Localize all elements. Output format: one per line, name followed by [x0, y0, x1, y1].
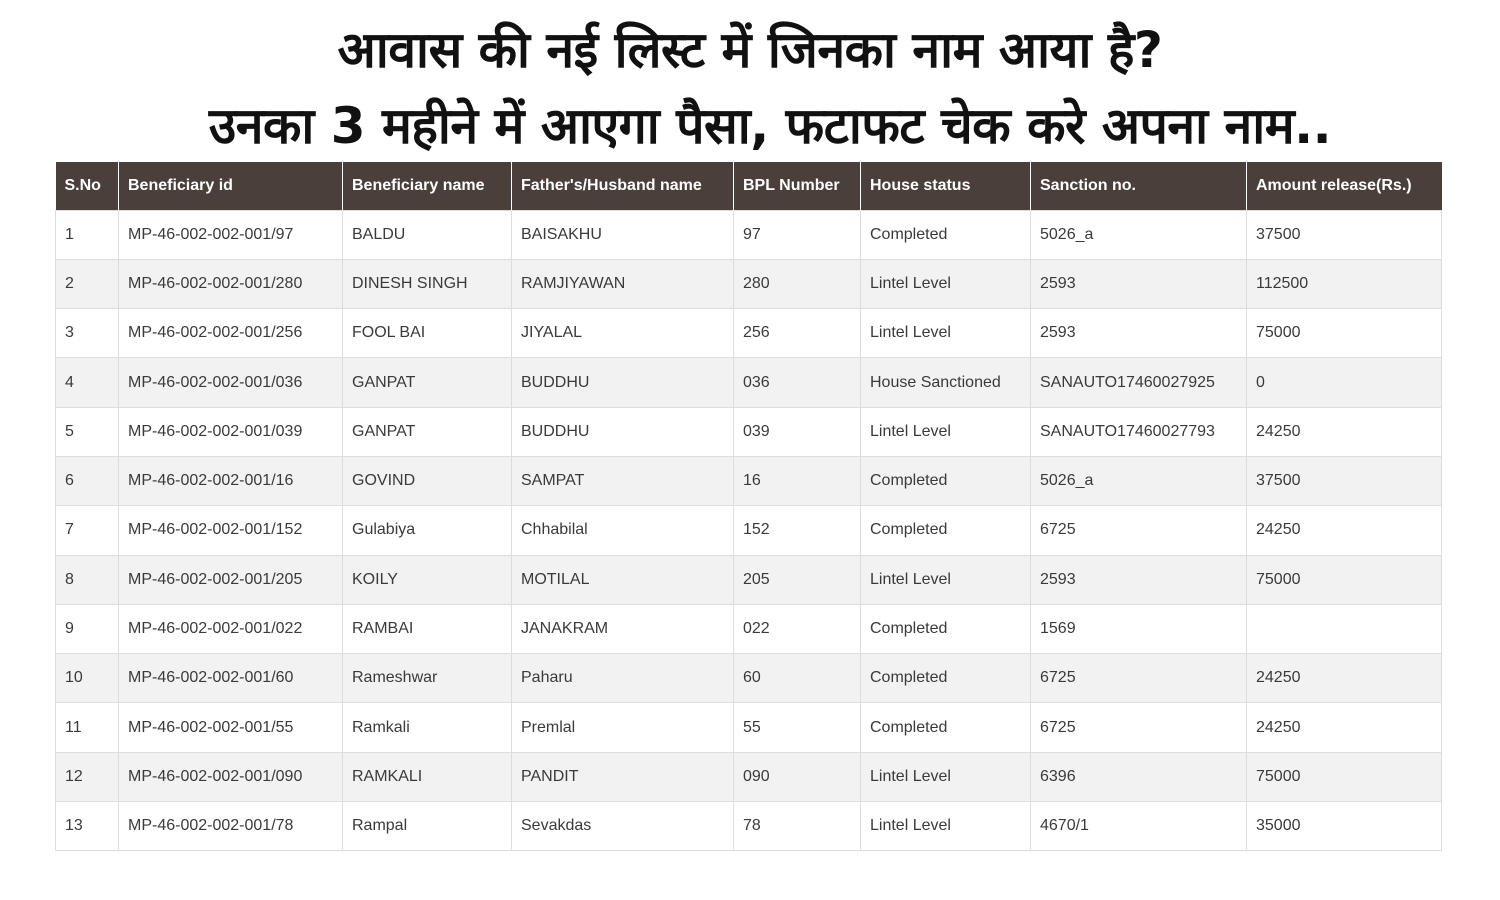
cell-sanction-no: 2593 [1031, 259, 1247, 308]
cell-father-husband-name: Sevakdas [512, 802, 734, 851]
cell-house-status: Completed [861, 703, 1031, 752]
cell-father-husband-name: JANAKRAM [512, 604, 734, 653]
cell-sno: 4 [56, 358, 119, 407]
cell-father-husband-name: Chhabilal [512, 506, 734, 555]
cell-sno: 1 [56, 210, 119, 259]
cell-beneficiary-id: MP-46-002-002-001/036 [119, 358, 343, 407]
cell-beneficiary-id: MP-46-002-002-001/152 [119, 506, 343, 555]
cell-beneficiary-id: MP-46-002-002-001/60 [119, 654, 343, 703]
cell-sno: 7 [56, 506, 119, 555]
column-header-father-husband-name: Father's/Husband name [512, 162, 734, 210]
table-row [56, 506, 1442, 555]
table-header-row [56, 162, 1442, 210]
table-row [56, 703, 1442, 752]
cell-bpl-number: 152 [734, 506, 861, 555]
cell-house-status: Completed [861, 604, 1031, 653]
cell-father-husband-name: BUDDHU [512, 358, 734, 407]
cell-house-status: Completed [861, 506, 1031, 555]
cell-amount-release: 24250 [1247, 506, 1442, 555]
cell-father-husband-name: Paharu [512, 654, 734, 703]
cell-sno: 2 [56, 259, 119, 308]
column-header-sno: S.No [56, 162, 119, 210]
cell-sno: 9 [56, 604, 119, 653]
cell-sno: 10 [56, 654, 119, 703]
table-row [56, 210, 1442, 259]
table-row [56, 604, 1442, 653]
table-row [56, 456, 1442, 505]
cell-amount-release: 24250 [1247, 654, 1442, 703]
cell-sno: 3 [56, 309, 119, 358]
cell-beneficiary-name: Rampal [343, 802, 512, 851]
cell-father-husband-name: JIYALAL [512, 309, 734, 358]
cell-amount-release: 24250 [1247, 703, 1442, 752]
cell-beneficiary-name: KOILY [343, 555, 512, 604]
cell-house-status: Lintel Level [861, 259, 1031, 308]
cell-sanction-no: 2593 [1031, 555, 1247, 604]
table-row [56, 555, 1442, 604]
cell-amount-release: 0 [1247, 358, 1442, 407]
cell-beneficiary-name: FOOL BAI [343, 309, 512, 358]
cell-amount-release [1247, 604, 1442, 653]
table-row [56, 358, 1442, 407]
cell-beneficiary-name: RAMKALI [343, 752, 512, 801]
cell-bpl-number: 60 [734, 654, 861, 703]
cell-bpl-number: 55 [734, 703, 861, 752]
beneficiary-table-container [55, 162, 1441, 851]
cell-beneficiary-name: Ramkali [343, 703, 512, 752]
cell-beneficiary-name: GANPAT [343, 407, 512, 456]
cell-father-husband-name: MOTILAL [512, 555, 734, 604]
cell-sanction-no: 2593 [1031, 309, 1247, 358]
cell-house-status: Lintel Level [861, 555, 1031, 604]
cell-amount-release: 75000 [1247, 555, 1442, 604]
cell-sno: 8 [56, 555, 119, 604]
cell-beneficiary-id: MP-46-002-002-001/205 [119, 555, 343, 604]
cell-father-husband-name: BAISAKHU [512, 210, 734, 259]
headline-line-2: उनका 3 महीने में आएगा पैसा, फटाफट चेक करे अपना नाम.. [208, 97, 1332, 155]
column-header-beneficiary-id: Beneficiary id [119, 162, 343, 210]
column-header-house-status: House status [861, 162, 1031, 210]
cell-bpl-number: 256 [734, 309, 861, 358]
cell-house-status: Lintel Level [861, 309, 1031, 358]
cell-house-status: Lintel Level [861, 802, 1031, 851]
cell-bpl-number: 205 [734, 555, 861, 604]
cell-beneficiary-id: MP-46-002-002-001/97 [119, 210, 343, 259]
cell-bpl-number: 039 [734, 407, 861, 456]
cell-father-husband-name: PANDIT [512, 752, 734, 801]
table-row [56, 752, 1442, 801]
column-header-beneficiary-name: Beneficiary name [343, 162, 512, 210]
column-header-amount-release: Amount release(Rs.) [1256, 176, 1412, 194]
cell-beneficiary-id: MP-46-002-002-001/256 [119, 309, 343, 358]
cell-beneficiary-name: Gulabiya [343, 506, 512, 555]
cell-house-status: Completed [861, 456, 1031, 505]
column-header-bpl-number: BPL Number [734, 162, 861, 210]
cell-sno: 5 [56, 407, 119, 456]
cell-beneficiary-name: GOVIND [343, 456, 512, 505]
cell-bpl-number: 280 [734, 259, 861, 308]
cell-amount-release: 37500 [1247, 210, 1442, 259]
cell-beneficiary-id: MP-46-002-002-001/039 [119, 407, 343, 456]
headline-line-1: आवास की नई लिस्ट में जिनका नाम आया है? [337, 21, 1163, 79]
cell-sanction-no: 5026_a [1031, 456, 1247, 505]
table-header [56, 162, 1442, 210]
cell-beneficiary-name: Rameshwar [343, 654, 512, 703]
cell-house-status: Completed [861, 654, 1031, 703]
table-row [56, 802, 1442, 851]
table-row [56, 407, 1442, 456]
cell-beneficiary-name: BALDU [343, 210, 512, 259]
cell-house-status: Lintel Level [861, 752, 1031, 801]
beneficiary-table [55, 162, 1442, 851]
cell-bpl-number: 036 [734, 358, 861, 407]
cell-father-husband-name: RAMJIYAWAN [512, 259, 734, 308]
cell-father-husband-name: BUDDHU [512, 407, 734, 456]
cell-sanction-no: 6725 [1031, 703, 1247, 752]
cell-amount-release: 37500 [1247, 456, 1442, 505]
cell-sanction-no: 5026_a [1031, 210, 1247, 259]
cell-sanction-no: 6725 [1031, 654, 1247, 703]
cell-bpl-number: 090 [734, 752, 861, 801]
cell-beneficiary-id: MP-46-002-002-001/16 [119, 456, 343, 505]
cell-sanction-no: 6725 [1031, 506, 1247, 555]
cell-bpl-number: 16 [734, 456, 861, 505]
table-row [56, 309, 1442, 358]
cell-amount-release: 112500 [1247, 259, 1442, 308]
cell-father-husband-name: SAMPAT [512, 456, 734, 505]
cell-beneficiary-id: MP-46-002-002-001/090 [119, 752, 343, 801]
cell-bpl-number: 97 [734, 210, 861, 259]
cell-sno: 6 [56, 456, 119, 505]
cell-father-husband-name: Premlal [512, 703, 734, 752]
cell-amount-release: 24250 [1247, 407, 1442, 456]
table-row [56, 654, 1442, 703]
cell-sanction-no: SANAUTO17460027925 [1031, 358, 1247, 407]
cell-house-status: House Sanctioned [861, 358, 1031, 407]
cell-beneficiary-id: MP-46-002-002-001/78 [119, 802, 343, 851]
cell-beneficiary-name: DINESH SINGH [343, 259, 512, 308]
cell-bpl-number: 022 [734, 604, 861, 653]
cell-bpl-number: 78 [734, 802, 861, 851]
cell-sanction-no: 4670/1 [1031, 802, 1247, 851]
cell-beneficiary-name: GANPAT [343, 358, 512, 407]
cell-amount-release: 75000 [1247, 752, 1442, 801]
cell-sno: 11 [56, 703, 119, 752]
cell-sanction-no: 6396 [1031, 752, 1247, 801]
cell-beneficiary-id: MP-46-002-002-001/55 [119, 703, 343, 752]
column-header-sanction-no: Sanction no. [1031, 162, 1247, 210]
cell-beneficiary-name: RAMBAI [343, 604, 512, 653]
cell-amount-release: 35000 [1247, 802, 1442, 851]
table-row [56, 259, 1442, 308]
cell-amount-release: 75000 [1247, 309, 1442, 358]
cell-sno: 12 [56, 752, 119, 801]
cell-house-status: Completed [861, 210, 1031, 259]
cell-sno: 13 [56, 802, 119, 851]
cell-house-status: Lintel Level [861, 407, 1031, 456]
cell-sanction-no: SANAUTO17460027793 [1031, 407, 1247, 456]
cell-sanction-no: 1569 [1031, 604, 1247, 653]
cell-beneficiary-id: MP-46-002-002-001/022 [119, 604, 343, 653]
table-body [56, 210, 1442, 851]
cell-beneficiary-id: MP-46-002-002-001/280 [119, 259, 343, 308]
